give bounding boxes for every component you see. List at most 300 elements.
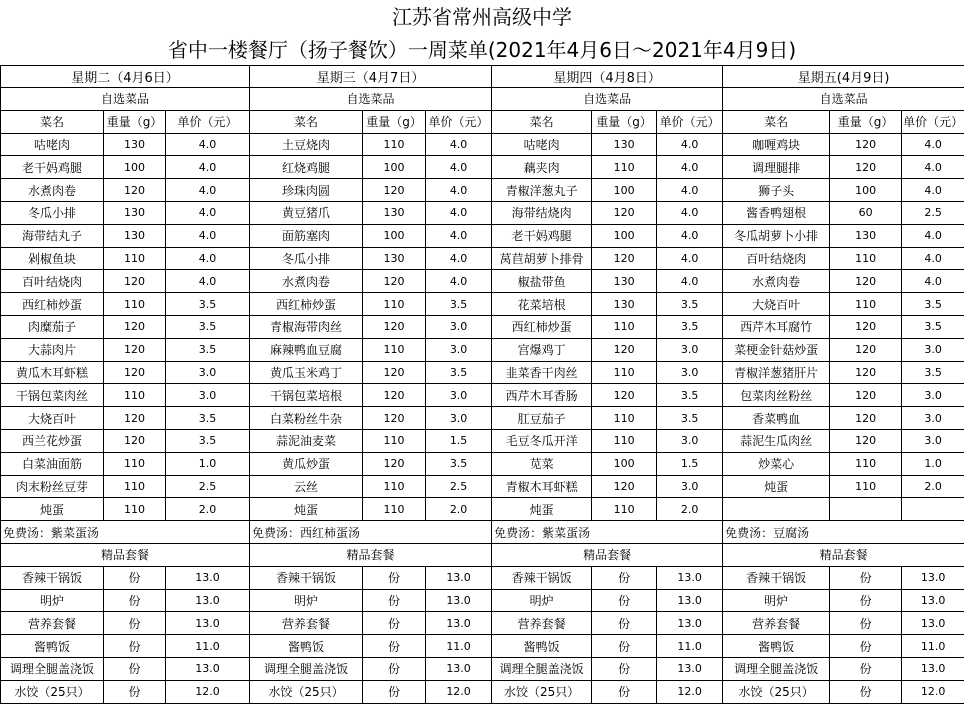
- set-name: 营养套餐: [250, 612, 363, 635]
- table-row: [1, 338, 964, 361]
- dish-price: 4.0: [166, 156, 250, 179]
- set-unit: 份: [592, 612, 657, 635]
- set-unit: 份: [592, 657, 657, 680]
- dish-name: 酱香鸭翅根: [723, 201, 830, 224]
- dish-price: 2.5: [166, 475, 250, 498]
- dish-name: 蒜泥油麦菜: [250, 429, 363, 452]
- dish-price: 4.0: [902, 270, 964, 293]
- dish-price: 4.0: [166, 270, 250, 293]
- set-unit: 份: [363, 589, 426, 612]
- dish-weight: 120: [363, 361, 426, 384]
- dish-price: 4.0: [657, 224, 723, 247]
- dish-weight: 120: [830, 338, 902, 361]
- dish-name: 水煮肉卷: [250, 270, 363, 293]
- set-name: 酱鸭饭: [250, 635, 363, 658]
- dish-weight: 120: [830, 429, 902, 452]
- dish-name: 西红柿炒蛋: [1, 293, 104, 316]
- dish-name: 毛豆冬瓜开洋: [492, 429, 592, 452]
- free-soup-row: [1, 521, 964, 544]
- dish-weight: 110: [363, 293, 426, 316]
- dish-name: 云丝: [250, 475, 363, 498]
- dish-price: 3.0: [902, 407, 964, 430]
- dish-weight: 120: [830, 315, 902, 338]
- dish-weight: 110: [104, 293, 166, 316]
- dish-name: 香菜鸭血: [723, 407, 830, 430]
- set-price: 13.0: [426, 589, 492, 612]
- dish-price: 4.0: [902, 224, 964, 247]
- dish-weight: 120: [104, 179, 166, 202]
- dish-name: 炒菜心: [723, 452, 830, 475]
- set-unit: 份: [592, 635, 657, 658]
- set-unit: 份: [104, 680, 166, 703]
- set-name: 调理全腿盖浇饭: [1, 657, 104, 680]
- dish-price: 3.0: [657, 338, 723, 361]
- dish-price: 4.0: [426, 156, 492, 179]
- dish-price: 3.0: [657, 429, 723, 452]
- table-row: [1, 566, 964, 589]
- table-row: [1, 657, 964, 680]
- dish-price: 3.5: [426, 452, 492, 475]
- dish-price: 3.5: [166, 407, 250, 430]
- dish-price: 4.0: [902, 179, 964, 202]
- set-name: 调理全腿盖浇饭: [250, 657, 363, 680]
- dish-name: 调理腿排: [723, 156, 830, 179]
- dish-weight: 110: [104, 498, 166, 521]
- dish-price: 2.0: [166, 498, 250, 521]
- table-row: [1, 224, 964, 247]
- col-price-header: 单价（元）: [657, 110, 723, 133]
- dish-weight: 110: [363, 338, 426, 361]
- set-price: 13.0: [657, 589, 723, 612]
- set-unit: 份: [830, 612, 902, 635]
- dish-weight: 100: [363, 156, 426, 179]
- dish-price: 3.0: [902, 384, 964, 407]
- table-row: [1, 612, 964, 635]
- dish-weight: 110: [104, 247, 166, 270]
- col-name-header: 菜名: [723, 110, 830, 133]
- dish-name: 炖蛋: [1, 498, 104, 521]
- set-unit: 份: [363, 566, 426, 589]
- set-price: 12.0: [657, 680, 723, 703]
- section-set-label: 精品套餐: [1, 543, 250, 566]
- set-unit: 份: [104, 657, 166, 680]
- dish-weight: 120: [363, 407, 426, 430]
- dish-weight: 120: [830, 361, 902, 384]
- dish-weight: 110: [830, 247, 902, 270]
- dish-price: 4.0: [166, 224, 250, 247]
- dish-weight: 120: [592, 201, 657, 224]
- table-row: [1, 179, 964, 202]
- dish-name: 西红柿炒蛋: [250, 293, 363, 316]
- col-name-header: 菜名: [250, 110, 363, 133]
- dish-name: 咕咾肉: [492, 133, 592, 156]
- table-row: [1, 635, 964, 658]
- set-name: 明炉: [723, 589, 830, 612]
- dish-price: 4.0: [426, 247, 492, 270]
- dish-name: 海带结烧肉: [492, 201, 592, 224]
- dish-name: 青椒海带肉丝: [250, 315, 363, 338]
- set-name: 水饺（25只）: [492, 680, 592, 703]
- set-unit: 份: [592, 589, 657, 612]
- dish-weight: 110: [104, 475, 166, 498]
- day-label: 星期二（4月6日）: [1, 66, 250, 88]
- set-unit: 份: [830, 635, 902, 658]
- dish-name: 红烧鸡腿: [250, 156, 363, 179]
- set-name: 水饺（25只）: [1, 680, 104, 703]
- dish-weight: 120: [363, 179, 426, 202]
- dish-weight: 120: [363, 315, 426, 338]
- dish-name: 干锅包菜培根: [250, 384, 363, 407]
- dish-name: 水煮肉卷: [1, 179, 104, 202]
- dish-price: 3.5: [166, 429, 250, 452]
- table-row: [1, 361, 964, 384]
- day-header-row: [1, 66, 964, 88]
- dish-name: 肉末粉丝豆芽: [1, 475, 104, 498]
- dish-price: 1.5: [657, 452, 723, 475]
- dish-price: [902, 498, 964, 521]
- dish-weight: 110: [592, 407, 657, 430]
- section-set-label: 精品套餐: [250, 543, 492, 566]
- dish-weight: 120: [830, 156, 902, 179]
- dish-weight: 130: [363, 247, 426, 270]
- dish-price: 3.0: [902, 338, 964, 361]
- school-title: 江苏省常州高级中学: [392, 5, 572, 29]
- dish-name: 黄瓜炒蛋: [250, 452, 363, 475]
- set-price: 13.0: [426, 657, 492, 680]
- set-name: 香辣干锅饭: [1, 566, 104, 589]
- dish-weight: 120: [104, 270, 166, 293]
- set-name: 调理全腿盖浇饭: [723, 657, 830, 680]
- dish-name: 西红柿炒蛋: [492, 315, 592, 338]
- dish-name: 西芹木耳香肠: [492, 384, 592, 407]
- dish-price: 4.0: [902, 247, 964, 270]
- table-row: [1, 247, 964, 270]
- dish-weight: 100: [363, 224, 426, 247]
- dish-price: 4.0: [657, 179, 723, 202]
- section-self-label: 自选菜品: [492, 88, 723, 111]
- dish-name: 白菜油面筋: [1, 452, 104, 475]
- dish-weight: 130: [104, 224, 166, 247]
- set-name: 水饺（25只）: [250, 680, 363, 703]
- set-price: 12.0: [426, 680, 492, 703]
- set-price: 13.0: [426, 612, 492, 635]
- dish-price: 2.0: [657, 498, 723, 521]
- dish-weight: 130: [592, 133, 657, 156]
- free-soup: 免费汤：豆腐汤: [723, 521, 964, 544]
- dish-name: 藕夹肉: [492, 156, 592, 179]
- dish-weight: 110: [363, 475, 426, 498]
- dish-weight: 120: [830, 133, 902, 156]
- set-price: 13.0: [902, 589, 964, 612]
- set-price: 13.0: [426, 566, 492, 589]
- dish-name: 炖蛋: [250, 498, 363, 521]
- col-price-header: 单价（元）: [166, 110, 250, 133]
- dish-price: 4.0: [166, 201, 250, 224]
- dish-name: 韭菜香干肉丝: [492, 361, 592, 384]
- dish-price: 3.5: [902, 315, 964, 338]
- dish-weight: 110: [592, 361, 657, 384]
- dish-price: 3.0: [426, 315, 492, 338]
- table-row: [1, 315, 964, 338]
- dish-weight: 120: [104, 429, 166, 452]
- set-unit: 份: [104, 566, 166, 589]
- dish-weight: 100: [592, 179, 657, 202]
- set-price: 13.0: [166, 589, 250, 612]
- dish-weight: 110: [592, 429, 657, 452]
- dish-name: 西兰花炒蛋: [1, 429, 104, 452]
- day-label: 星期五(4月9日): [723, 66, 964, 88]
- dish-name: 咕咾肉: [1, 133, 104, 156]
- dish-weight: 100: [592, 224, 657, 247]
- dish-weight: 120: [104, 361, 166, 384]
- set-price: 13.0: [902, 657, 964, 680]
- set-unit: 份: [830, 589, 902, 612]
- dish-name: 西芹木耳腐竹: [723, 315, 830, 338]
- dish-name: 冬瓜小排: [250, 247, 363, 270]
- set-price: 11.0: [166, 635, 250, 658]
- dish-price: 4.0: [426, 179, 492, 202]
- dish-price: 3.0: [166, 384, 250, 407]
- set-name: 营养套餐: [1, 612, 104, 635]
- dish-price: 3.5: [166, 338, 250, 361]
- table-row: [1, 133, 964, 156]
- dish-price: 4.0: [166, 179, 250, 202]
- set-name: 明炉: [1, 589, 104, 612]
- dish-price: 2.5: [426, 475, 492, 498]
- section-set-label: 精品套餐: [492, 543, 723, 566]
- dish-name: 干锅包菜肉丝: [1, 384, 104, 407]
- dish-weight: 130: [363, 201, 426, 224]
- dish-price: 4.0: [657, 133, 723, 156]
- table-row: [1, 680, 964, 703]
- table-row: [1, 475, 964, 498]
- dish-price: 4.0: [657, 270, 723, 293]
- dish-weight: 120: [830, 407, 902, 430]
- dish-name: 宫爆鸡丁: [492, 338, 592, 361]
- table-row: [1, 270, 964, 293]
- dish-price: 4.0: [426, 224, 492, 247]
- table-row: [1, 407, 964, 430]
- menu-table: [0, 65, 964, 704]
- dish-name: [723, 498, 830, 521]
- set-price: 12.0: [902, 680, 964, 703]
- dish-price: 3.5: [902, 361, 964, 384]
- set-price: 13.0: [902, 566, 964, 589]
- section-self-label: 自选菜品: [1, 88, 250, 111]
- dish-name: 椒盐带鱼: [492, 270, 592, 293]
- set-name: 营养套餐: [492, 612, 592, 635]
- dish-price: 4.0: [657, 201, 723, 224]
- dish-name: 麻辣鸭血豆腐: [250, 338, 363, 361]
- set-unit: 份: [363, 612, 426, 635]
- dish-price: 2.0: [426, 498, 492, 521]
- dish-price: 3.0: [657, 361, 723, 384]
- table-row: [1, 498, 964, 521]
- set-price: 11.0: [902, 635, 964, 658]
- free-soup: 免费汤：紫菜蛋汤: [1, 521, 250, 544]
- set-name: 营养套餐: [723, 612, 830, 635]
- day-label: 星期三（4月7日）: [250, 66, 492, 88]
- dish-name: 花菜培根: [492, 293, 592, 316]
- dish-weight: 130: [592, 270, 657, 293]
- dish-weight: 130: [592, 293, 657, 316]
- dish-weight: [830, 498, 902, 521]
- dish-name: 黄瓜木耳虾糕: [1, 361, 104, 384]
- dish-name: 大烧百叶: [1, 407, 104, 430]
- dish-weight: 120: [104, 315, 166, 338]
- section-row: [1, 543, 964, 566]
- set-name: 香辣干锅饭: [723, 566, 830, 589]
- dish-price: 2.0: [902, 475, 964, 498]
- dish-price: 2.5: [902, 201, 964, 224]
- dish-weight: 120: [592, 384, 657, 407]
- dish-name: 狮子头: [723, 179, 830, 202]
- dish-price: 3.5: [657, 407, 723, 430]
- col-weight-header: 重量（g）: [104, 110, 166, 133]
- dish-name: 莴苣胡萝卜排骨: [492, 247, 592, 270]
- menu-title: 省中一楼餐厅（扬子餐饮）一周菜单(2021年4月6日～2021年4月9日): [167, 38, 797, 62]
- col-price-header: 单价（元）: [902, 110, 964, 133]
- set-unit: 份: [363, 657, 426, 680]
- dish-weight: 130: [830, 224, 902, 247]
- dish-price: 3.0: [426, 338, 492, 361]
- dish-price: 3.0: [657, 475, 723, 498]
- dish-name: 菜梗金针菇炒蛋: [723, 338, 830, 361]
- dish-weight: 120: [830, 384, 902, 407]
- set-price: 11.0: [657, 635, 723, 658]
- set-price: 11.0: [426, 635, 492, 658]
- dish-price: 3.0: [166, 361, 250, 384]
- dish-price: 4.0: [426, 201, 492, 224]
- dish-name: 海带结丸子: [1, 224, 104, 247]
- dish-price: 4.0: [657, 247, 723, 270]
- dish-price: 3.5: [426, 293, 492, 316]
- table-row: [1, 156, 964, 179]
- free-soup: 免费汤：西红柿蛋汤: [250, 521, 492, 544]
- dish-price: 4.0: [426, 270, 492, 293]
- dish-weight: 130: [104, 133, 166, 156]
- dish-weight: 100: [592, 452, 657, 475]
- set-price: 13.0: [657, 612, 723, 635]
- dish-name: 老干妈鸡腿: [492, 224, 592, 247]
- set-unit: 份: [104, 635, 166, 658]
- dish-price: 3.5: [426, 361, 492, 384]
- dish-price: 1.0: [902, 452, 964, 475]
- dish-price: 4.0: [902, 133, 964, 156]
- set-name: 调理全腿盖浇饭: [492, 657, 592, 680]
- set-name: 明炉: [250, 589, 363, 612]
- dish-name: 百叶结烧肉: [723, 247, 830, 270]
- table-row: [1, 293, 964, 316]
- dish-name: 炖蛋: [723, 475, 830, 498]
- dish-name: 黄豆猪爪: [250, 201, 363, 224]
- dish-name: 大烧百叶: [723, 293, 830, 316]
- dish-weight: 100: [104, 156, 166, 179]
- table-row: [1, 201, 964, 224]
- table-row: [1, 384, 964, 407]
- set-unit: 份: [830, 680, 902, 703]
- dish-weight: 120: [592, 475, 657, 498]
- set-name: 明炉: [492, 589, 592, 612]
- column-header-row: [1, 110, 964, 133]
- dish-name: 包菜肉丝粉丝: [723, 384, 830, 407]
- set-unit: 份: [592, 680, 657, 703]
- dish-weight: 100: [830, 179, 902, 202]
- dish-weight: 110: [104, 384, 166, 407]
- set-price: 13.0: [902, 612, 964, 635]
- set-price: 12.0: [166, 680, 250, 703]
- set-unit: 份: [104, 612, 166, 635]
- col-name-header: 菜名: [492, 110, 592, 133]
- dish-price: 3.5: [166, 315, 250, 338]
- dish-weight: 130: [104, 201, 166, 224]
- dish-weight: 110: [592, 498, 657, 521]
- set-unit: 份: [592, 566, 657, 589]
- set-name: 酱鸭饭: [492, 635, 592, 658]
- col-weight-header: 重量（g）: [830, 110, 902, 133]
- dish-price: 3.5: [902, 293, 964, 316]
- dish-name: 肉糜茄子: [1, 315, 104, 338]
- dish-weight: 110: [104, 452, 166, 475]
- dish-name: 白菜粉丝牛杂: [250, 407, 363, 430]
- section-self-label: 自选菜品: [723, 88, 964, 111]
- dish-name: 蒜泥生瓜肉丝: [723, 429, 830, 452]
- dish-name: 老干妈鸡腿: [1, 156, 104, 179]
- dish-name: 黄瓜玉米鸡丁: [250, 361, 363, 384]
- dish-name: 大蒜肉片: [1, 338, 104, 361]
- section-self-label: 自选菜品: [250, 88, 492, 111]
- dish-name: 青椒洋葱丸子: [492, 179, 592, 202]
- dish-weight: 110: [363, 133, 426, 156]
- dish-name: 剁椒鱼块: [1, 247, 104, 270]
- set-name: 酱鸭饭: [1, 635, 104, 658]
- dish-weight: 110: [363, 429, 426, 452]
- dish-name: 肛豆茄子: [492, 407, 592, 430]
- dish-price: 4.0: [166, 133, 250, 156]
- table-row: [1, 589, 964, 612]
- dish-price: 4.0: [657, 156, 723, 179]
- dish-weight: 120: [104, 338, 166, 361]
- dish-price: 4.0: [902, 156, 964, 179]
- dish-price: 3.0: [426, 384, 492, 407]
- dish-weight: 110: [830, 452, 902, 475]
- set-unit: 份: [363, 635, 426, 658]
- dish-price: 3.5: [657, 293, 723, 316]
- dish-name: 土豆烧肉: [250, 133, 363, 156]
- set-name: 水饺（25只）: [723, 680, 830, 703]
- dish-weight: 120: [363, 452, 426, 475]
- dish-price: 4.0: [166, 247, 250, 270]
- set-name: 酱鸭饭: [723, 635, 830, 658]
- dish-weight: 60: [830, 201, 902, 224]
- dish-name: 冬瓜胡萝卜小排: [723, 224, 830, 247]
- dish-weight: 110: [830, 293, 902, 316]
- dish-weight: 110: [592, 156, 657, 179]
- dish-weight: 110: [363, 498, 426, 521]
- dish-weight: 120: [363, 270, 426, 293]
- dish-weight: 120: [830, 270, 902, 293]
- dish-name: 面筋塞肉: [250, 224, 363, 247]
- table-row: [1, 452, 964, 475]
- col-price-header: 单价（元）: [426, 110, 492, 133]
- set-name: 香辣干锅饭: [250, 566, 363, 589]
- table-row: [1, 429, 964, 452]
- set-price: 13.0: [166, 612, 250, 635]
- dish-price: 3.0: [426, 407, 492, 430]
- day-label: 星期四（4月8日）: [492, 66, 723, 88]
- set-price: 13.0: [166, 657, 250, 680]
- section-set-label: 精品套餐: [723, 543, 964, 566]
